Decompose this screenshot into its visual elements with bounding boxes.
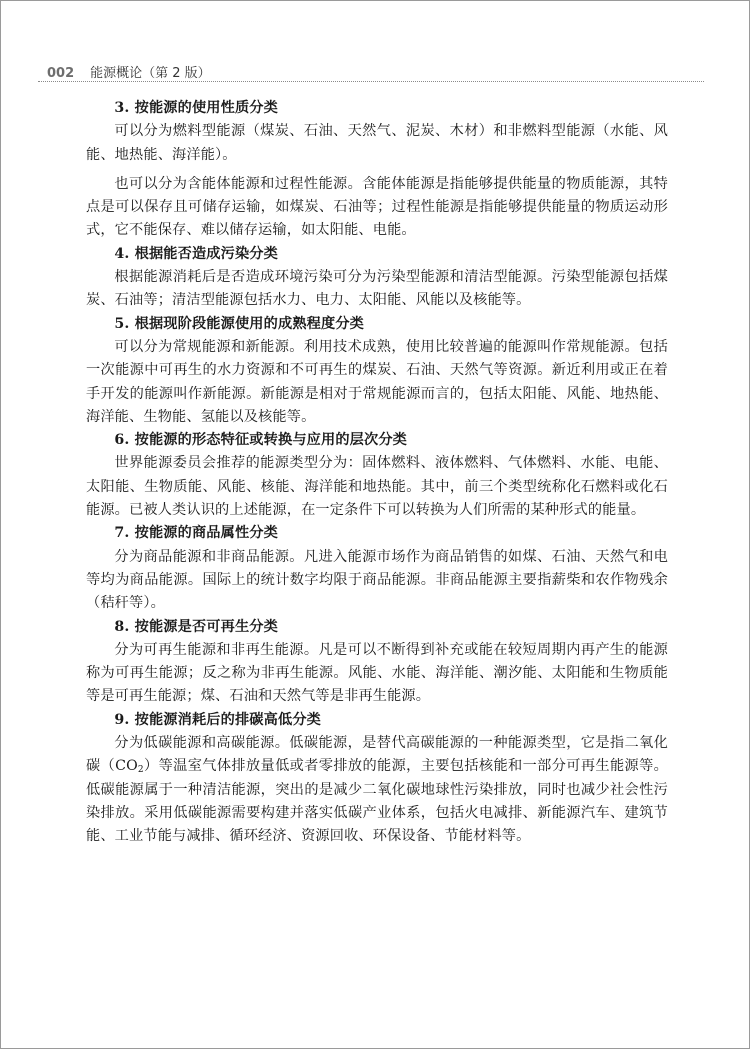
paragraph: 分为商品能源和非商品能源。凡进入能源市场作为商品销售的如煤、石油、天然气和电等均为商品能源。国际上的统计数字均限于商品能源。非商品能源主要指薪柴和农作物残余（秸秆等）。 bbox=[86, 548, 668, 612]
section-heading-6: 6. 按能源的形态特征或转换与应用的层次分类 bbox=[114, 432, 408, 449]
section-heading-5: 5. 根据现阶段能源使用的成熟程度分类 bbox=[114, 315, 365, 332]
paragraph: 分为可再生能源和非再生能源。凡是可以不断得到补充或能在较短周期内再产生的能源称为可再生能源；反之称为非再生能源。风能、水能、海洋能、潮汐能、太阳能和生物质能等是可再生能源；煤、石油和天然气等是非再生能源。 bbox=[86, 641, 668, 705]
section-heading-8: 8. 按能源是否可再生分类 bbox=[114, 618, 278, 635]
paragraph: 分为低碳能源和高碳能源。低碳能源，是替代高碳能源的一种能源类型，它是指二氧化碳$(CO_2)$等温室气体排放量低或者零排放的能源，主要包括核能和一部分可再生能源等。低碳能源属于一种清洁能源，突出的是减少二氧化碳地球性污染排放，同时也减少社会性污染排放。采用低碳能源需要构建并落实低碳产业体系，包括火电减排、新能源汽车、建筑节能、工业节能与减排、循环经济、资源回收、环保设备、节能材料等。 bbox=[86, 735, 669, 845]
paragraph: 可以分为燃料型能源（煤炭、石油、天然气、泥炭、木材）和非燃料型能源（水能、风能、地热能、海洋能）。 bbox=[86, 123, 668, 163]
header-divider bbox=[38, 81, 704, 82]
section-heading-7: 7. 按能源的商品属性分类 bbox=[114, 525, 278, 542]
section-heading-4: 4. 根据能否造成污染分类 bbox=[114, 245, 278, 262]
section-heading-9: 9. 按能源消耗后的排碳高低分类 bbox=[114, 711, 321, 728]
page-number: 002 bbox=[47, 66, 75, 81]
paragraph: 也可以分为含能体能源和过程性能源。含能体能源是指能够提供能量的物质能源，其特点是可以保存且可储存运输，如煤炭、石油等；过程性能源是指能够提供能量的物质运动形式，它不能保存、难以储存运输，如太阳能、电能。 bbox=[86, 175, 668, 239]
subscript: 2 bbox=[137, 765, 144, 776]
body-text bbox=[86, 97, 668, 849]
paragraph: 可以分为常规能源和新能源。利用技术成熟，使用比较普遍的能源叫作常规能源。包括一次能源中可再生的水力资源和不可再生的煤炭、石油、天然气等资源。新近利用或正在着手开发的能源叫作新能源。新能源是相对于常规能源而言的，包括太阳能、风能、地热能、海洋能、生物能、氢能以及核能等。 bbox=[86, 338, 668, 425]
paragraph: 根据能源消耗后是否造成环境污染可分为污染型能源和清洁型能源。污染型能源包括煤炭、石油等；清洁型能源包括水力、电力、太阳能、风能以及核能等。 bbox=[86, 269, 668, 309]
running-head bbox=[47, 62, 211, 80]
section-heading-3: 3. 按能源的使用性质分类 bbox=[114, 100, 278, 116]
book-title: 能源概论（第 2 版） bbox=[90, 66, 211, 81]
paragraph: 世界能源委员会推荐的能源类型分为：固体燃料、液体燃料、气体燃料、水能、电能、太阳能、生物质能、风能、核能、海洋能和地热能。其中，前三个类型统称化石燃料或化石能源。已被人类认识的上述能源，在一定条件下可以转换为人们所需的某种形式的能量。 bbox=[86, 455, 668, 519]
